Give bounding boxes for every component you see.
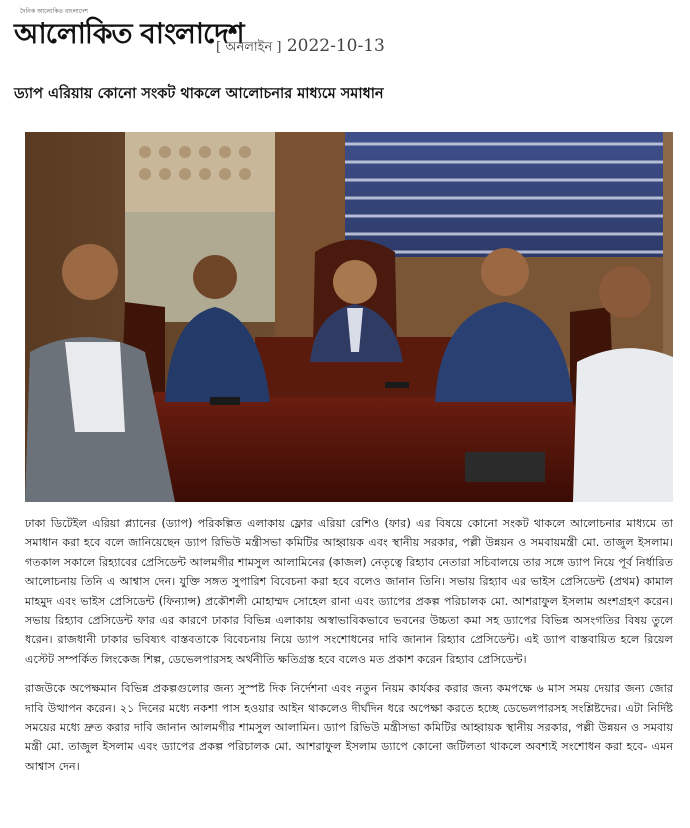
masthead-tagline: দৈনিক আলোকিত বাংলাদেশ: [20, 8, 88, 15]
meeting-photo-illustration: [25, 132, 673, 502]
edition-source: [ অনলাইন ]: [216, 40, 282, 55]
article-paragraph: রাজউকে অপেক্ষমান বিভিন্ন প্রকল্পগুলোর জন্য সুস্পষ্ট দিক নির্দেশনা এবং নতুন নিয়ম কার্যকর করার জন্য কমপক্ষে ৬ মাস সময় দেয়ার জন্য জোর দাবি উত্থাপন করেন। ২১ দিনের মধ্যে নকশা পাস হওয়ার আইন থাকলেও দীর্ঘদিন ধরে অপেক্ষা করতে হচ্ছে ডেভেলপারসহ সংশ্লিষ্টদের। এটা নির্দিষ্ট সময়ের মধ্যে দ্রুত করার দাবি জানান আলমগীর শামসুল আলামিন। ড্যাপ রিভিউ মন্ত্রীসভা কমিটির আহ্বায়ক স্থানীয় সরকার, পল্লী উন্নয়ন ও সমবায় মন্ত্রী মো. তাজুল ইসলাম এবং ড্যাপের প্রকল্প পরিচালক মো. আশরাফুল ইসলাম ড্যাপে কোনো জটিলতা থাকলে অবশ্যই সংশোধন করা হবে- এমন আশ্বাস দেন।: [25, 682, 673, 773]
article-headline: ড্যাপ এরিয়ায় কোনো সংকট থাকলে আলোচনার মাধ্যমে সমাধান: [14, 86, 384, 102]
article-paragraph: ঢাকা ডিটেইল এরিয়া প্ল্যানের (ড্যাপ) পরিকল্পিত এলাকায় ফ্লোর এরিয়া রেশিও (ফার) এর বিষয়ে কোনো সংকট থাকলে আলোচনার মাধ্যমে তা সমাধান করা হবে বলে জানিয়েছেন ড্যাপ রিভিউ মন্ত্রীসভা কমিটির আহ্বায়ক এবং স্থানীয় সরকার, পল্লী উন্নয়ন ও সমবায়মন্ত্রী মো. তাজুল ইসলাম। গতকাল সকালে রিহ্যাবের প্রেসিডেন্ট আলমগীর শামসুল আলামিনের (কাজল) নেতৃত্বে রিহ্যাব নেতারা সচিবালয়ে তার সঙ্গে ড্যাপ নিয়ে পূর্ব নির্ধারিত আলোচনায় তিনি এ আশ্বাস দেন। যুক্তি সঙ্গত সুপারিশ বিবেচনা করা হবে বলেও জানান তিনি। সভায় রিহ্যাব এর ভাইস প্রেসিডেন্ট (প্রথম) কামাল মাহমুদ এবং ভাইস প্রেসিডেন্ট (ফিন্যান্স) প্রকৌশলী মোহাম্মদ সোহেল রানা এবং ড্যাপের প্রকল্প পরিচালক মো. আশরাফুল ইসলাম অংশগ্রহণ করেন। সভায় রিহ্যাব প্রেসিডেন্ট ফার এর কারণে ঢাকার বিভিন্ন এলাকায় অস্বাভাবিকভাবে ভবনের উচ্চতা কমা সহ ড্যাপের বিভিন্ন অসংগতির বিষয় তুলে ধরেন। রাজধানী ঢাকার ভবিষ্যৎ বাস্তবতাকে বিবেচনায় নিয়ে ড্যাপ সংশোধনের দাবি জানান রিহ্যাব প্রেসিডেন্ট। এই ড্যাপ বাস্তবায়িত হলে রিয়েল এস্টেট সম্পর্কিত লিংকেজ শিল্প, ডেভেলপারসহ অর্থনীতি ক্ষতিগ্রস্ত হবে বলেও মত প্রকাশ করেন রিহ্যাব প্রেসিডেন্ট।: [25, 517, 673, 666]
edition-meta: [216, 36, 385, 59]
article-photo: [25, 132, 673, 502]
publication-date: 2022-10-13: [286, 36, 385, 56]
masthead: [0, 0, 690, 70]
article-body: [25, 514, 673, 786]
newspaper-logo: আলোকিত বাংলাদেশ: [14, 17, 244, 50]
